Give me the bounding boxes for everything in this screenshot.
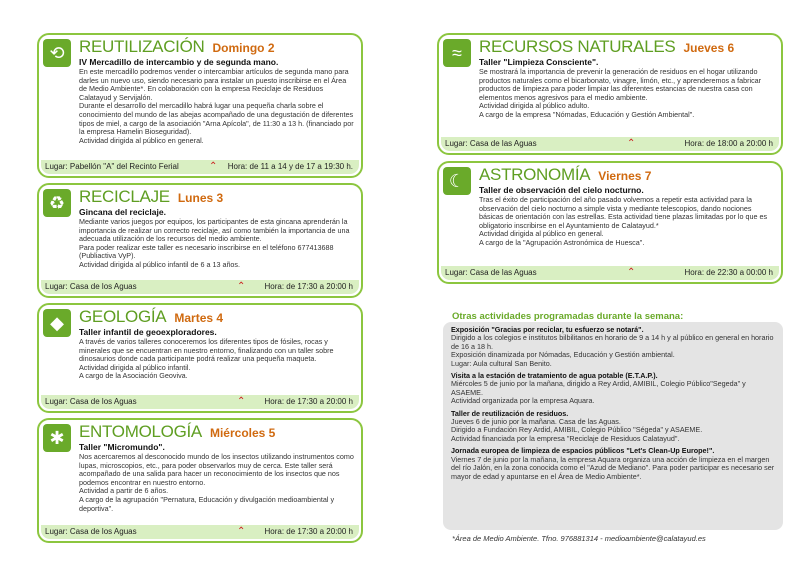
otras-line: Dirigido a Fundación Rey Ardid, AMIBIL, Colegio Público "Ségeda" y ASAEME. <box>451 425 703 435</box>
card-paragraph: En este mercadillo podremos vender o intercambiar artículos de segunda mano para darles un nuevo uso, siendo necesario para instalar un puesto inscribirse en el Área de Medio Ambiente*. En colaboración con la empresa Reciclaje de Residuos Calatayud y Servijalón. <box>79 67 349 102</box>
card-title: ASTRONOMÍA <box>479 165 591 184</box>
card-lugar: Lugar: Casa de las Aguas <box>445 268 537 277</box>
otras-line: Miércoles 5 de junio por la mañana, dirigido a Rey Ardid, AMIBIL, Colegio Público"Segeda" y ASAEME. <box>451 379 746 397</box>
card-paragraph: Actividad dirigida al público infantil de 6 a 13 años. <box>79 259 241 269</box>
card-paragraph: Se mostrará la importancia de prevenir la generación de residuos en el hogar utilizando productos naturales como el bicarbonato, vinagre, limón, etc., y aprenderemos a fabricar productos de limpieza para poder limpiar las diferentes estancias de nuestra casa con elementos menos agresivos para el medio ambiente. <box>479 67 762 102</box>
otras-block <box>451 410 775 444</box>
card-paragraph: Durante el desarrollo del mercadillo habrá lugar una pequeña charla sobre el conocimiento del mundo de las abejas acompañado de una degustación de diferentes tipos de miel, a cargo de la asociación "Arna Apícola", de 11:30 a 13 h. (financiado por la empresa Hamelin Bioseguridad). <box>79 101 354 137</box>
card-title: RECICLAJE <box>79 187 170 206</box>
card-paragraph: Actividad dirigida al público en general. <box>79 135 204 145</box>
swoosh-icon: ⌃ <box>237 396 246 407</box>
card-body <box>79 218 355 270</box>
card-footer <box>441 266 779 280</box>
otras-block <box>451 372 775 406</box>
card-paragraph: Actividad dirigida al público en general. <box>479 229 604 239</box>
card-hora: Hora: de 22:30 a 00:00 h <box>684 268 773 277</box>
card-lugar: Lugar: Casa de los Aguas <box>45 282 137 291</box>
otras-line: Actividad organizada por la empresa Aquara. <box>451 396 595 406</box>
card-paragraph: Mediante varios juegos por equipos, los participantes de esta gincana aprenderán la importancia de realizar un correcto reciclaje, así como también la importancia de una adecuada utilización de los recursos del medio ambiente. <box>79 217 350 244</box>
card-date: Viernes 7 <box>598 169 652 183</box>
card-lugar: Lugar: Casa de los Aguas <box>45 397 137 406</box>
otras-block-title: Exposición "Gracias por reciclar, tu esfuerzo se notará". <box>451 325 644 334</box>
card-paragraph: Actividad dirigida al público adulto. <box>479 101 590 111</box>
otras-line: Viernes 7 de junio por la mañana, la empresa Aquara organiza una acción de limpieza en el margen del río Jalón, en la zona conocida como el "Azud de Mediano". Para poder participar es necesario ser mayor de edad y apuntarse en el Área de Medio Ambiente*. <box>451 454 775 481</box>
card-entomologia <box>37 418 363 543</box>
swoosh-icon: ⌃ <box>237 281 246 292</box>
card-body <box>79 338 355 381</box>
swoosh-icon: ⌃ <box>209 161 218 172</box>
otras-line: Lugar: Aula cultural San Benito. <box>451 358 552 368</box>
card-body <box>479 68 775 120</box>
otras-block <box>451 326 775 368</box>
card-reutilizacion <box>37 33 363 178</box>
card-lugar: Lugar: Pabellón "A" del Recinto Ferial <box>45 162 179 171</box>
otras-block-title: Taller de reutilización de residuos. <box>451 408 569 418</box>
card-subtitle: Taller infantil de geoexploradores. <box>79 327 217 337</box>
card-subtitle: IV Mercadillo de intercambio y de segunda mano. <box>79 57 279 67</box>
otras-line: Exposición dinamizada por Nómadas, Educación y Gestión ambiental. <box>451 350 675 360</box>
card-hora: Hora: de 17:30 a 20:00 h <box>264 282 353 291</box>
card-footer <box>41 395 359 409</box>
card-hora: Hora: de 17:30 a 20:00 h <box>264 527 353 536</box>
card-astronomia <box>437 161 783 284</box>
card-title: RECURSOS NATURALES <box>479 37 676 56</box>
swoosh-icon: ⌃ <box>627 138 636 149</box>
card-hora: Hora: de 11 a 14 y de 17 a 19:30 h. <box>227 162 353 171</box>
swoosh-icon: ⌃ <box>237 526 246 537</box>
card-subtitle: Taller "Limpieza Consciente". <box>479 57 599 67</box>
otras-line: Jueves 6 de junio por la mañana. Casa de las Aguas. <box>451 417 621 427</box>
card-title: GEOLOGÍA <box>79 307 167 326</box>
card-geologia <box>37 303 363 413</box>
card-reciclaje <box>37 183 363 298</box>
moon-stars-icon: ☾ <box>443 167 471 195</box>
card-subtitle: Taller de observación del cielo nocturno. <box>479 185 644 195</box>
card-body <box>79 68 355 145</box>
card-paragraph: A cargo de la agrupación "Pernatura, Educación y divulgación medioambiental y deportiva". <box>79 494 335 513</box>
footer-note: *Área de Medio Ambiente. Tfno. 976881314 - medioambiente@calatayud.es <box>452 534 706 543</box>
otras-block-title: Jornada europea de limpieza de espacios públicos "Let's Clean-Up Europe!". <box>451 446 715 456</box>
recycle-symbol-icon: ♻ <box>43 189 71 217</box>
card-hora: Hora: de 17:30 a 20:00 h <box>264 397 353 406</box>
crystal-icon: ◆ <box>43 309 71 337</box>
card-paragraph: A través de varios talleres conoceremos los diferentes tipos de fósiles, rocas y minerales que se encuentran en nuestro entorno, finalizando con un taller sobre dinosaurios donde cada participante podrá realizar una pequeña maqueta. <box>79 337 334 364</box>
card-body <box>479 196 775 248</box>
card-subtitle: Taller "Micromundo". <box>79 442 165 452</box>
card-paragraph: Actividad a partir de 6 años. <box>79 486 169 496</box>
card-footer <box>41 160 359 174</box>
card-title: ENTOMOLOGÍA <box>79 422 202 441</box>
card-body <box>79 453 355 513</box>
card-hora: Hora: de 18:00 a 20:00 h <box>684 139 773 148</box>
card-date: Miércoles 5 <box>209 426 276 440</box>
card-subtitle: Gincana del reciclaje. <box>79 207 166 217</box>
otras-block <box>451 447 775 481</box>
card-date: Jueves 6 <box>683 41 735 55</box>
card-lugar: Lugar: Casa de las Aguas <box>445 139 537 148</box>
recycle-arrows-icon: ⟲ <box>43 39 71 67</box>
otras-block-title: Visita a la estación de tratamiento de agua potable (E.T.A.P.). <box>451 371 658 381</box>
card-footer <box>41 280 359 294</box>
card-date: Martes 4 <box>174 311 224 325</box>
card-paragraph: A cargo de la empresa "Nómadas, Educación y Gestión Ambiental". <box>479 109 695 119</box>
card-footer <box>41 525 359 539</box>
card-recursos-naturales <box>437 33 783 155</box>
otras-title: Otras actividades programadas durante la semana: <box>452 311 684 322</box>
otras-panel <box>443 322 783 530</box>
swoosh-icon: ⌃ <box>627 267 636 278</box>
bug-icon: ✱ <box>43 424 71 452</box>
river-icon: ≈ <box>443 39 471 67</box>
card-title: REUTILIZACIÓN <box>79 37 205 56</box>
otras-line: Actividad financiada por la empresa "Reciclaje de Residuos Calatayud". <box>451 433 680 443</box>
card-paragraph: A cargo de la Asociación Geoviva. <box>79 371 188 381</box>
otras-line: Dirigido a los colegios e institutos bilbilitanos en horario de 9 a 14 h y al público en general en horario de 16 a 18 h. <box>451 333 774 351</box>
card-paragraph: Para poder realizar este taller es necesario inscribirse en el teléfono 677413688 (Publiactiva VyP). <box>79 242 334 261</box>
card-date: Lunes 3 <box>177 191 224 205</box>
card-paragraph: Nos acercaremos al desconocido mundo de los insectos utilizando instrumentos como lupas, microscopios, etc., para poder observarlos muy de cerca. Este taller será acompañado de una salida para hacer un reconocimiento de los insectos que nos podemos encontrar en nuestro entorno. <box>79 452 354 487</box>
card-paragraph: Tras el éxito de participación del año pasado volvemos a repetir esta actividad para la observación del cielo nocturno a simple vista y mediante telescopios, dando nociones básicas de orientación con las estrellas. Esta actividad tiene plazas limitadas por lo que es obligatorio inscribirse en el Ayuntamiento de Calatayud.* <box>479 195 768 230</box>
card-paragraph: Actividad dirigida al público infantil. <box>79 362 191 372</box>
card-paragraph: A cargo de la "Agrupación Astronómica de Huesca". <box>479 237 645 247</box>
card-lugar: Lugar: Casa de los Aguas <box>45 527 137 536</box>
card-date: Domingo 2 <box>212 41 275 55</box>
card-footer <box>441 137 779 151</box>
